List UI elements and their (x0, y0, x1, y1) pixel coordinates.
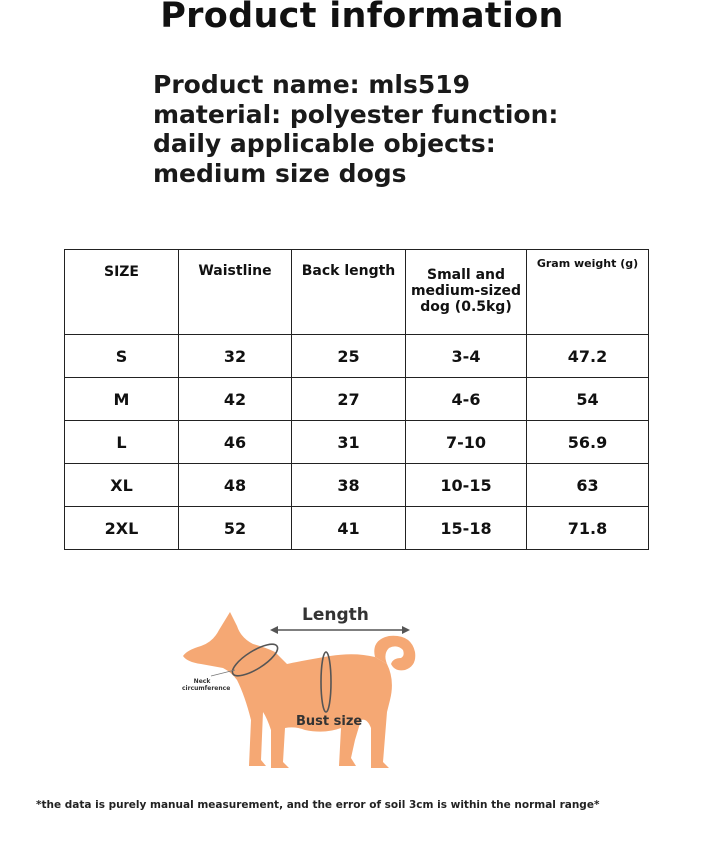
table-cell: 48 (179, 464, 292, 507)
table-row (65, 378, 649, 421)
table-cell: 41 (292, 507, 406, 550)
neck-circumference-label: Neck circumference (182, 678, 231, 692)
table-cell: XL (65, 464, 179, 507)
table-cell: 42 (179, 378, 292, 421)
header-back-length: Back length (292, 250, 406, 335)
info-line-name: Product name: mls519 (153, 70, 471, 99)
bust-size-label: Bust size (296, 714, 363, 729)
table-cell: 4-6 (406, 378, 527, 421)
dog-measurement-diagram (175, 600, 425, 780)
table-cell: L (65, 421, 179, 464)
table-row (65, 464, 649, 507)
table-cell: 46 (179, 421, 292, 464)
table-cell: 32 (179, 335, 292, 378)
table-row (65, 507, 649, 550)
info-line-objects: daily applicable objects: (153, 129, 496, 158)
page-title: Product information (160, 0, 564, 36)
table-cell: M (65, 378, 179, 421)
table-cell: 27 (292, 378, 406, 421)
size-table (64, 249, 649, 550)
table-cell: 52 (179, 507, 292, 550)
table-cell: 54 (527, 378, 649, 421)
header-gram-weight: Gram weight (g) (527, 250, 649, 335)
length-label: Length (302, 605, 369, 625)
table-row (65, 421, 649, 464)
header-dog-weight: Small and medium-sized dog (0.5kg) (406, 250, 527, 335)
table-cell: 15-18 (406, 507, 527, 550)
table-row (65, 335, 649, 378)
table-cell: 2XL (65, 507, 179, 550)
product-info (153, 70, 558, 188)
table-cell: 25 (292, 335, 406, 378)
table-cell: 10-15 (406, 464, 527, 507)
footnote: *the data is purely manual measurement, and the error of soil 3cm is within the normal range* (36, 799, 600, 811)
header-waistline: Waistline (179, 250, 292, 335)
table-cell: 7-10 (406, 421, 527, 464)
table-cell: 71.8 (527, 507, 649, 550)
table-cell: 3-4 (406, 335, 527, 378)
table-cell: 38 (292, 464, 406, 507)
table-cell: S (65, 335, 179, 378)
table-cell: 56.9 (527, 421, 649, 464)
table-cell: 47.2 (527, 335, 649, 378)
info-line-material: material: polyester function: (153, 99, 559, 129)
info-line-dogs: medium size dogs (153, 158, 407, 188)
table-header-row (65, 250, 649, 335)
header-size: SIZE (65, 250, 179, 335)
table-cell: 31 (292, 421, 406, 464)
length-arrow (270, 626, 410, 634)
table-cell: 63 (527, 464, 649, 507)
